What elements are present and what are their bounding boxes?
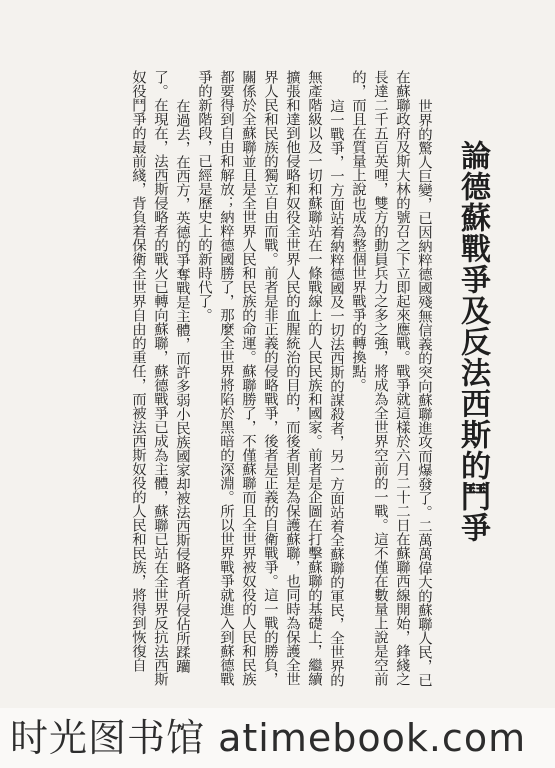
body-text (15, 70, 435, 690)
paragraph: 這一戰爭，一方面站着納粹德國及一切法西斯的謀殺者，另一方面站着全蘇聯的軍民，全世界的無產階級以及一切和蘇聯站在一條戰線上的人民民族和國家。前者是企圖在打擊蘇聯的基礎上，繼續擴張和達到他侵略和奴役全世界人民的血腥統治的目的，而後者則是為保護蘇聯，也同時為保護全世界人民和民族的獨立自由而戰。前者是非正義的侵略戰爭，後者是正義的自衛戰爭。這一戰的勝負，關係於全蘇聯並且是全世界人民和民族的命運。蘇聯勝了，不僅蘇聯而且全世界被奴役的人民和民族都要得到自由和解放；納粹德國勝了，那麼全世界將陷於黑暗的深淵。所以世界戰爭就進入到蘇德戰爭的新階段，已經是歷史上的新時代了。 (196, 70, 344, 687)
page-title: 論德蘇戰爭及反法西斯的鬥爭 (455, 140, 490, 543)
watermark: 时光图书馆 atimebook.com (0, 708, 555, 768)
paragraph: 世界的驚人巨變，已因納粹德國殘無信義的突向蘇聯進攻而爆發了。二萬萬偉大的蘇聯人民，已在蘇聯政府及斯大林的號召之下立即起來應戰。戰爭就這樣於六月二十二日在蘇聯西線開始，鋒綫之長達二千五百英哩，雙方的動員兵力之多之強，將成為全世界空前的一戰。這不僅在數量上說是空前的，而且在質量上說也成為整個世界戰爭的轉換點。 (350, 70, 432, 687)
paragraph: 在過去，在西方，英德的爭奪戰是主體，而許多弱小民族國家却被法西斯侵略者所侵佔所蹂躪了。在現在，法西斯侵略者的戰火已轉向蘇聯，蘇德戰爭已成為主體，蘇聯已站在全世界反抗法西斯奴役鬥爭的最前綫，背負着保衛全世界自由的重任，而被法西斯奴役的人民和民族，將得到恢復自 (130, 70, 190, 686)
